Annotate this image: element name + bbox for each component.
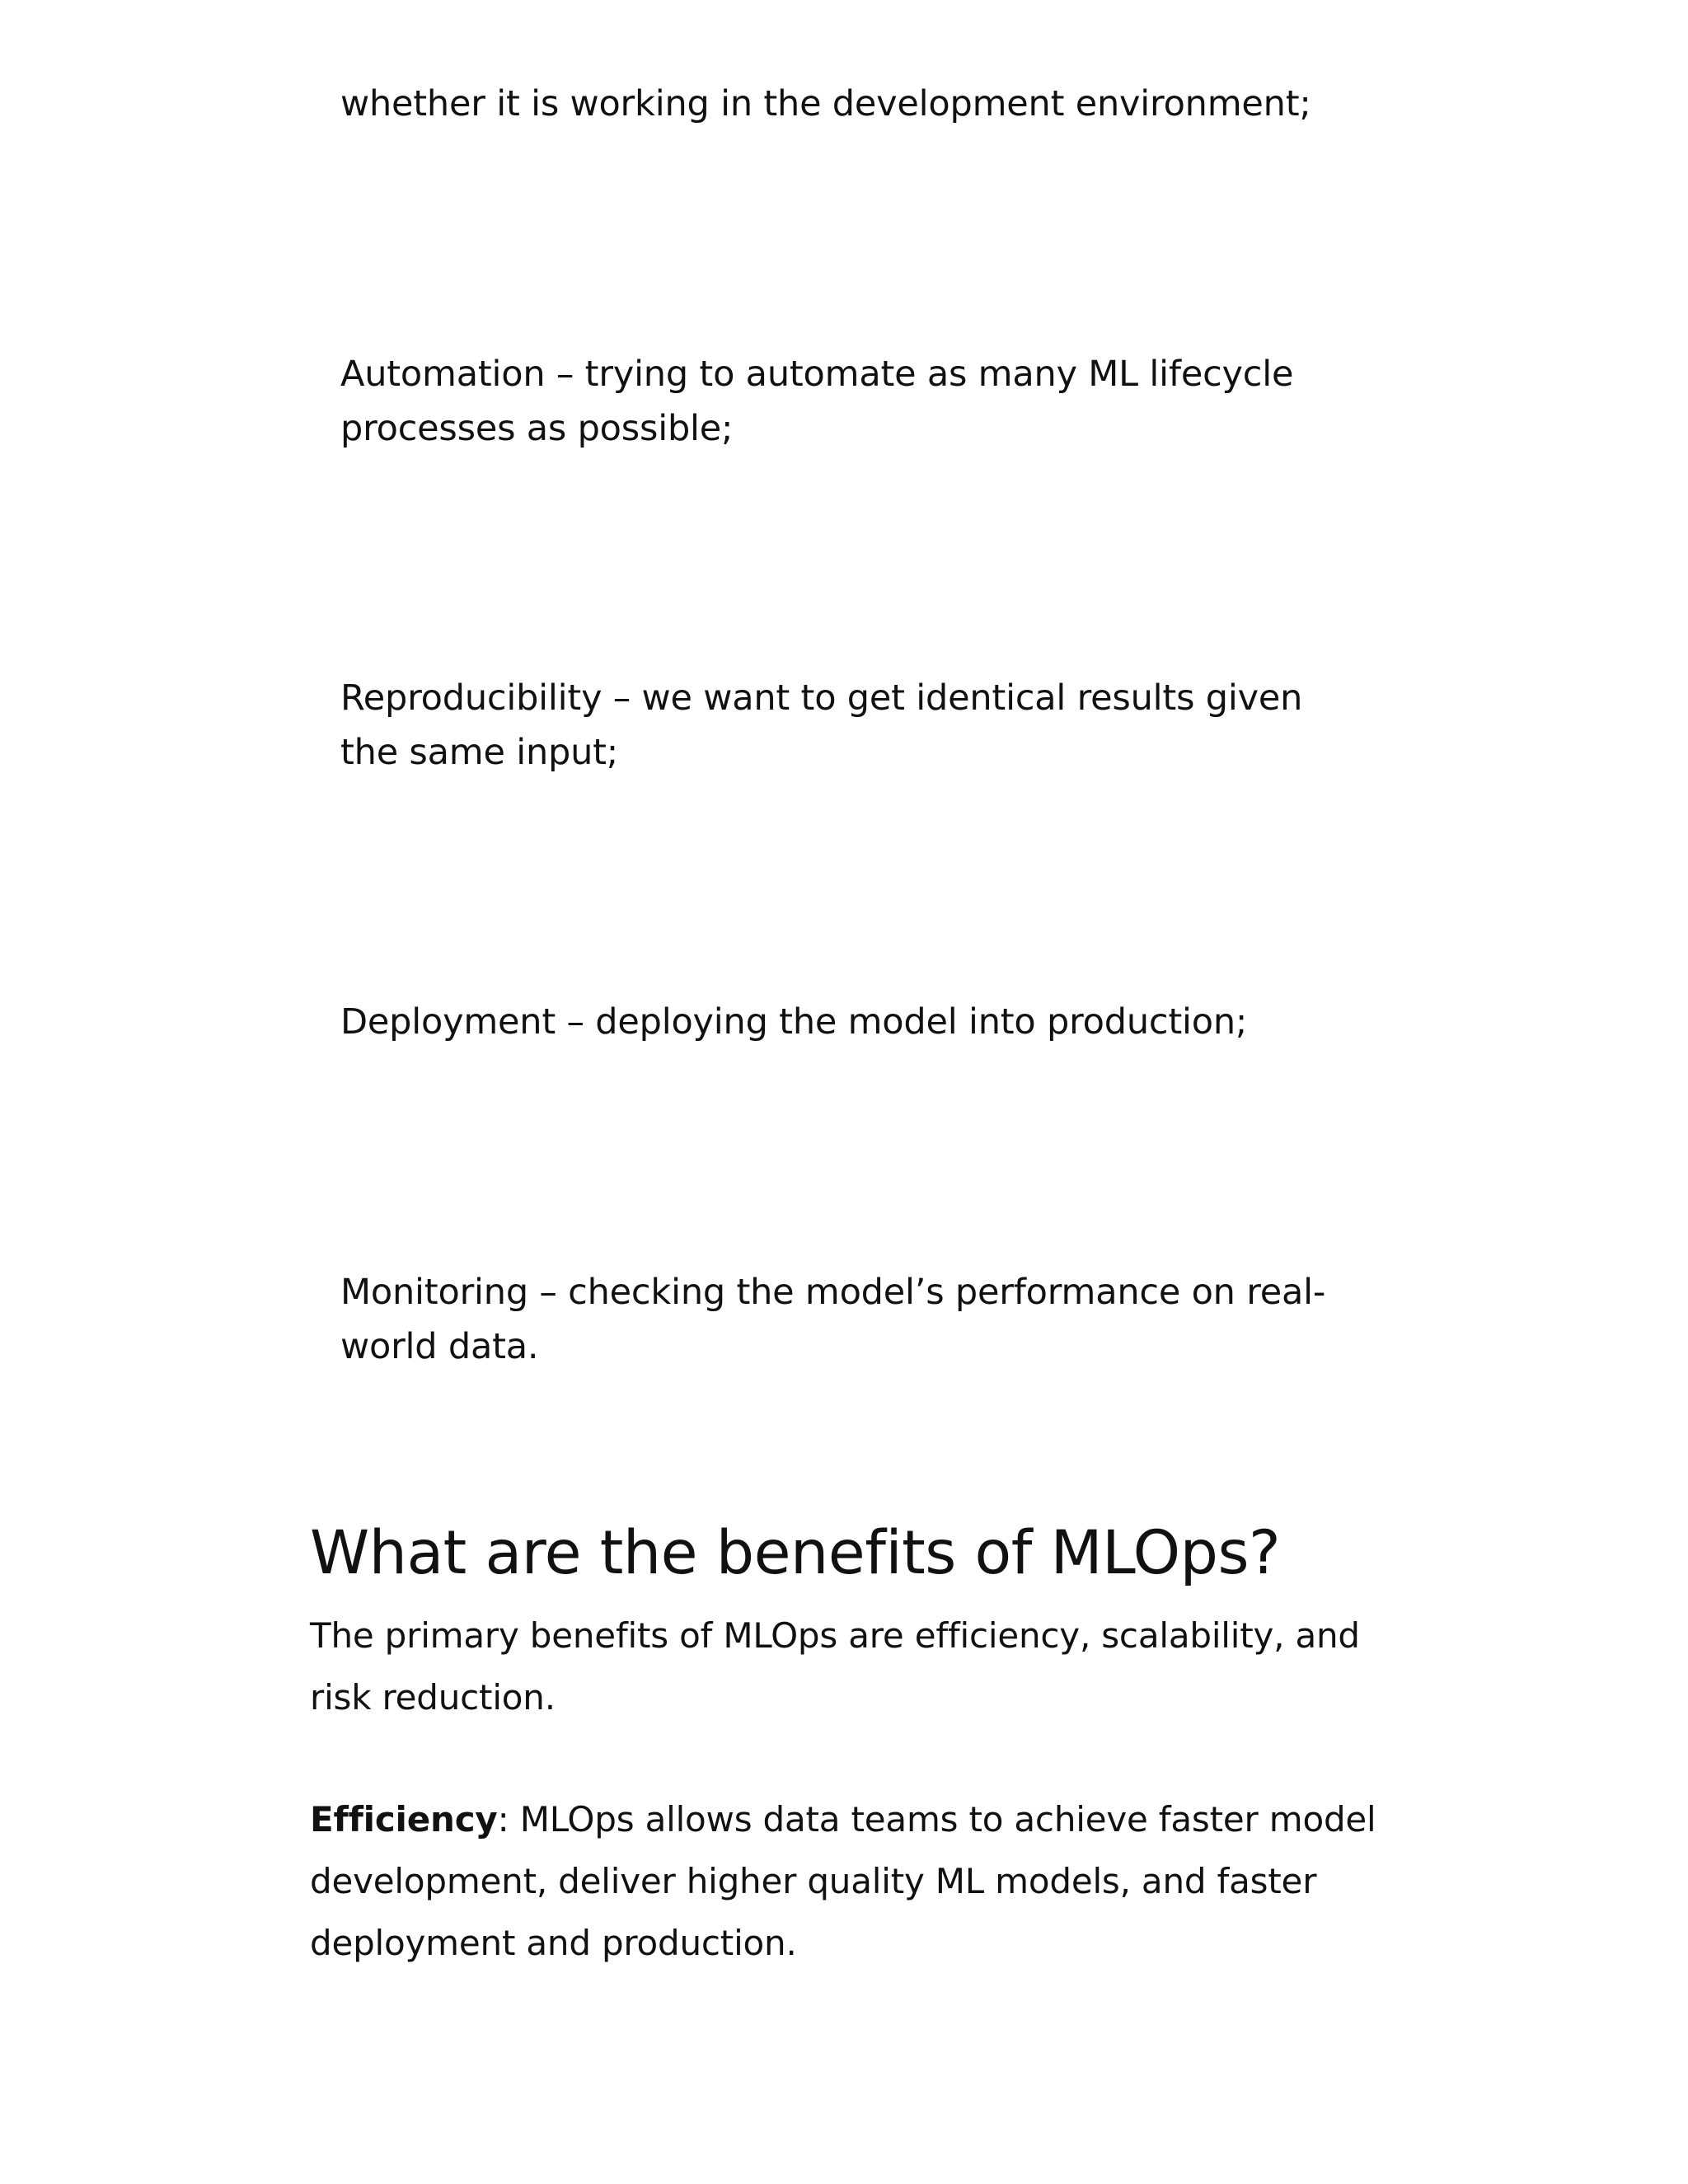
efficiency-label: Efficiency xyxy=(310,1799,498,1840)
list-item-automation: Automation – trying to automate as many ML lifecycle processes as possible; xyxy=(340,354,1294,449)
list-item-deployment: Deployment – deploying the model into production; xyxy=(340,1001,1248,1043)
section-heading: What are the benefits of MLOps? xyxy=(310,1518,1281,1588)
intro-paragraph: The primary benefits of MLOps are efficiency, scalability, and risk reduction. xyxy=(310,1615,1360,1718)
list-item-dev-environment: whether it is working in the development environment; xyxy=(340,83,1311,124)
list-item-reproducibility: Reproducibility – we want to get identical results given the same input; xyxy=(340,677,1303,773)
efficiency-text: : MLOps allows data teams to achieve faster model development, deliver higher quality ML models, and faster deployment and production. xyxy=(310,1799,1376,1963)
efficiency-paragraph xyxy=(310,1788,1398,1974)
list-item-monitoring: Monitoring – checking the model’s performance on real-world data. xyxy=(340,1272,1326,1367)
